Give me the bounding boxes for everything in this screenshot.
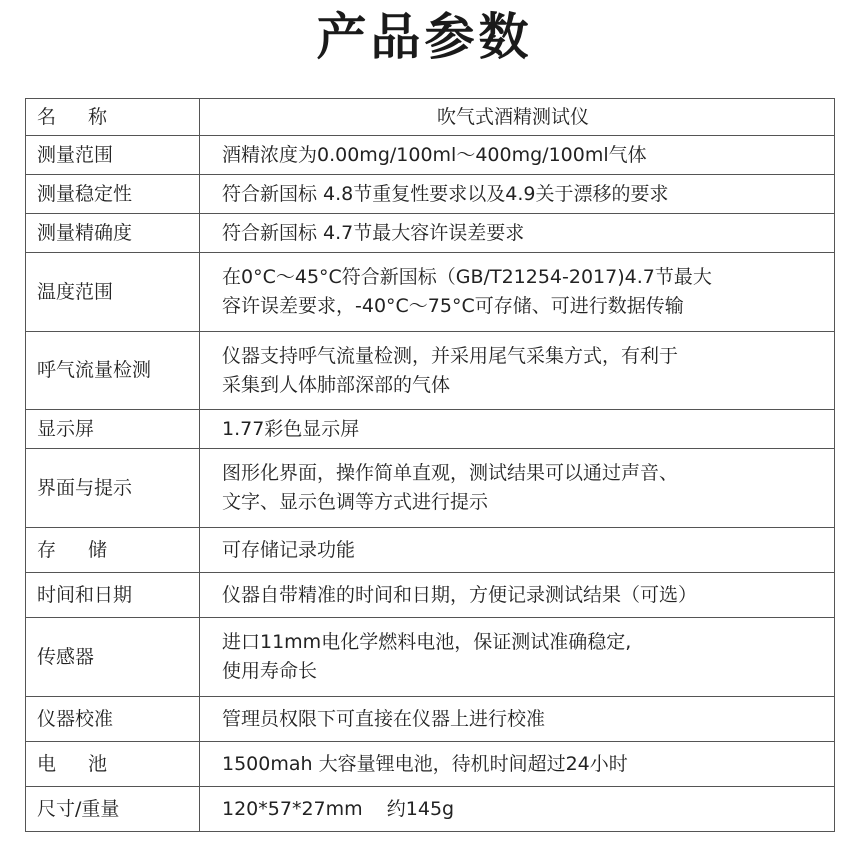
table-row-name: [26, 99, 835, 136]
row-value: 符合新国标 4.8节重复性要求以及4.9关于漂移的要求: [200, 175, 835, 214]
row-label: 时间和日期: [26, 573, 200, 618]
row-label: 显示屏: [26, 410, 200, 449]
row-label: 温度范围: [26, 253, 200, 332]
row-label: 界面与提示: [26, 449, 200, 528]
table-row-calibration: [26, 697, 835, 742]
table-row-accuracy: [26, 214, 835, 253]
table-row-breath-flow: [26, 332, 835, 410]
row-value: 符合新国标 4.7节最大容许误差要求: [200, 214, 835, 253]
table-row-measure-range: [26, 136, 835, 175]
row-label: 仪器校准: [26, 697, 200, 742]
row-label: 传感器: [26, 618, 200, 697]
row-value: 在0°C～45°C符合新国标（GB/T21254-2017)4.7节最大 容许误差要求，-40°C～75°C可存储、可进行数据传输: [200, 253, 835, 332]
row-label: 电 池: [26, 742, 200, 787]
row-value: 1.77彩色显示屏: [200, 410, 835, 449]
row-value: 1500mah 大容量锂电池，待机时间超过24小时: [200, 742, 835, 787]
row-label: 测量范围: [26, 136, 200, 175]
table-row-display: [26, 410, 835, 449]
row-value: 进口11mm电化学燃料电池，保证测试准确稳定, 使用寿命长: [200, 618, 835, 697]
table-row-sensor: [26, 618, 835, 697]
row-label: 存 储: [26, 528, 200, 573]
row-label: 尺寸/重量: [26, 787, 200, 832]
row-label: 名 称: [26, 99, 200, 136]
spec-table: [25, 98, 835, 832]
row-value: 管理员权限下可直接在仪器上进行校准: [200, 697, 835, 742]
table-row-interface: [26, 449, 835, 528]
row-value: 吹气式酒精测试仪: [200, 99, 835, 136]
table-row-size-weight: [26, 787, 835, 832]
row-value: 可存储记录功能: [200, 528, 835, 573]
page-title: 产品参数: [316, 8, 533, 66]
row-label: 测量稳定性: [26, 175, 200, 214]
row-value: 图形化界面，操作简单直观，测试结果可以通过声音、 文字、显示色调等方式进行提示: [200, 449, 835, 528]
row-label: 测量精确度: [26, 214, 200, 253]
row-label: 呼气流量检测: [26, 332, 200, 410]
table-row-stability: [26, 175, 835, 214]
row-value: 仪器自带精准的时间和日期，方便记录测试结果（可选）: [200, 573, 835, 618]
table-row-temperature: [26, 253, 835, 332]
table-row-datetime: [26, 573, 835, 618]
row-value: 120*57*27mm 约145g: [200, 787, 835, 832]
table-row-battery: [26, 742, 835, 787]
table-row-storage: [26, 528, 835, 573]
row-value: 酒精浓度为0.00mg/100ml～400mg/100ml气体: [200, 136, 835, 175]
row-value: 仪器支持呼气流量检测，并采用尾气采集方式，有利于 采集到人体肺部深部的气体: [200, 332, 835, 410]
